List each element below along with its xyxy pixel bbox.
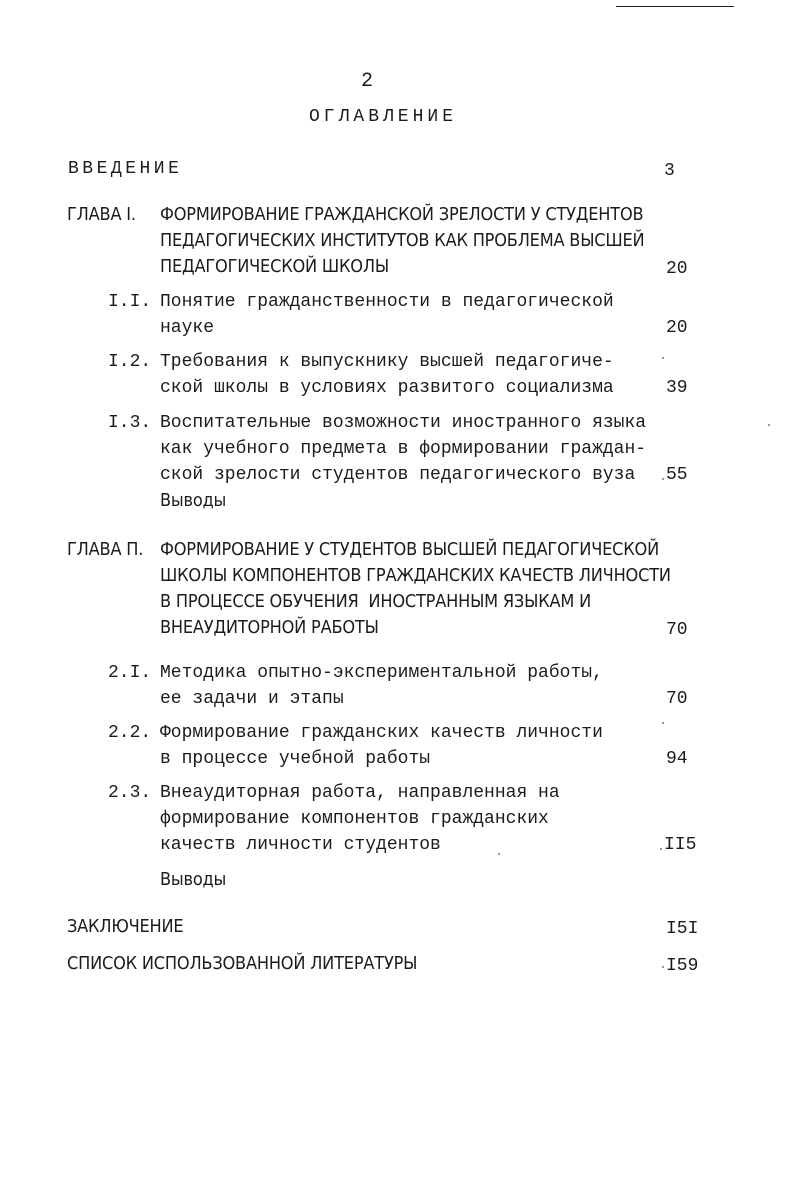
section-title-line: ской зрелости студентов педагогического вуза — [160, 465, 636, 485]
page-number: 2 — [361, 70, 374, 93]
scan-speck — [662, 722, 664, 724]
section-title-line: формирование компонентов гражданских — [160, 809, 549, 829]
chapter2-title-line: В ПРОЦЕССЕ ОБУЧЕНИЯ ИНОСТРАННЫМ ЯЗЫКАМ И — [160, 591, 591, 612]
scan-speck — [662, 966, 664, 968]
toc-bibliography-label: СПИСОК ИСПОЛЬЗОВАННОЙ ЛИТЕРАТУРЫ — [67, 953, 418, 974]
section-number: I.2. — [108, 352, 152, 372]
chapter2-title-line: ВНЕАУДИТОРНОЙ РАБОТЫ — [160, 617, 379, 638]
section-title-line: в процессе учебной работы — [160, 749, 431, 769]
section-title-line: ской школы в условиях развитого социализма — [160, 378, 614, 398]
scan-speck — [660, 848, 662, 850]
section-title-line: ее задачи и этапы — [160, 689, 344, 709]
chapter2-title-line: ФОРМИРОВАНИЕ У СТУДЕНТОВ ВЫСШЕЙ ПЕДАГОГИЧЕСКОЙ — [160, 539, 659, 560]
chapter1-title-line: ПЕДАГОГИЧЕСКИХ ИНСТИТУТОВ КАК ПРОБЛЕМА ВЫСШЕЙ — [160, 230, 645, 251]
chapter1-label: ГЛАВА I. — [67, 204, 136, 225]
section-page: 70 — [666, 689, 688, 709]
toc-conclusion-label: ЗАКЛЮЧЕНИЕ — [67, 916, 184, 937]
section-page: 20 — [666, 318, 688, 338]
chapter2-label: ГЛАВА П. — [67, 539, 144, 560]
section-title-line: науке — [160, 318, 215, 338]
section-page: II5 — [664, 835, 697, 855]
chapter2-page: 70 — [666, 620, 688, 640]
section-title-line: Требования к выпускнику высшей педагогиче- — [160, 352, 614, 372]
section-page: 39 — [666, 378, 688, 398]
section-page: 94 — [666, 749, 688, 769]
section-title-line: Воспитательные возможности иностранного языка — [160, 413, 647, 433]
section-title-line: Формирование гражданских качеств личности — [160, 723, 603, 743]
section-title-line: Методика опытно-экспериментальной работы, — [160, 663, 603, 683]
toc-conclusion-page: I5I — [666, 919, 699, 939]
chapter1-page: 20 — [666, 259, 688, 279]
section-number: 2.2. — [108, 723, 152, 743]
chapter1-conclusions: Выводы — [160, 490, 227, 511]
chapter2-conclusions: Выводы — [160, 869, 227, 890]
scan-speck — [768, 424, 770, 426]
section-title-line: Внеаудиторная работа, направленная на — [160, 783, 560, 803]
top-edge-line — [616, 6, 734, 7]
section-number: I.3. — [108, 413, 152, 433]
scan-speck — [662, 357, 664, 359]
section-page: 55 — [666, 465, 688, 485]
chapter1-title-line: ПЕДАГОГИЧЕСКОЙ ШКОЛЫ — [160, 256, 389, 277]
toc-intro-label: ВВЕДЕНИЕ — [68, 159, 183, 179]
section-number: 2.3. — [108, 783, 152, 803]
section-number: 2.I. — [108, 663, 152, 683]
toc-intro-page: 3 — [664, 161, 675, 181]
chapter1-title-line: ФОРМИРОВАНИЕ ГРАЖДАНСКОЙ ЗРЕЛОСТИ У СТУДЕНТОВ — [160, 204, 644, 225]
scan-speck — [498, 853, 500, 855]
scan-speck — [662, 478, 664, 480]
toc-bibliography-page: I59 — [666, 956, 699, 976]
page-title: ОГЛАВЛЕНИЕ — [309, 107, 458, 127]
chapter2-title-line: ШКОЛЫ КОМПОНЕНТОВ ГРАЖДАНСКИХ КАЧЕСТВ ЛИЧНОСТИ — [160, 565, 671, 586]
section-title-line: как учебного предмета в формировании граждан- — [160, 439, 647, 459]
section-number: I.I. — [108, 292, 152, 312]
section-title-line: качеств личности студентов — [160, 835, 441, 855]
section-title-line: Понятие гражданственности в педагогической — [160, 292, 614, 312]
